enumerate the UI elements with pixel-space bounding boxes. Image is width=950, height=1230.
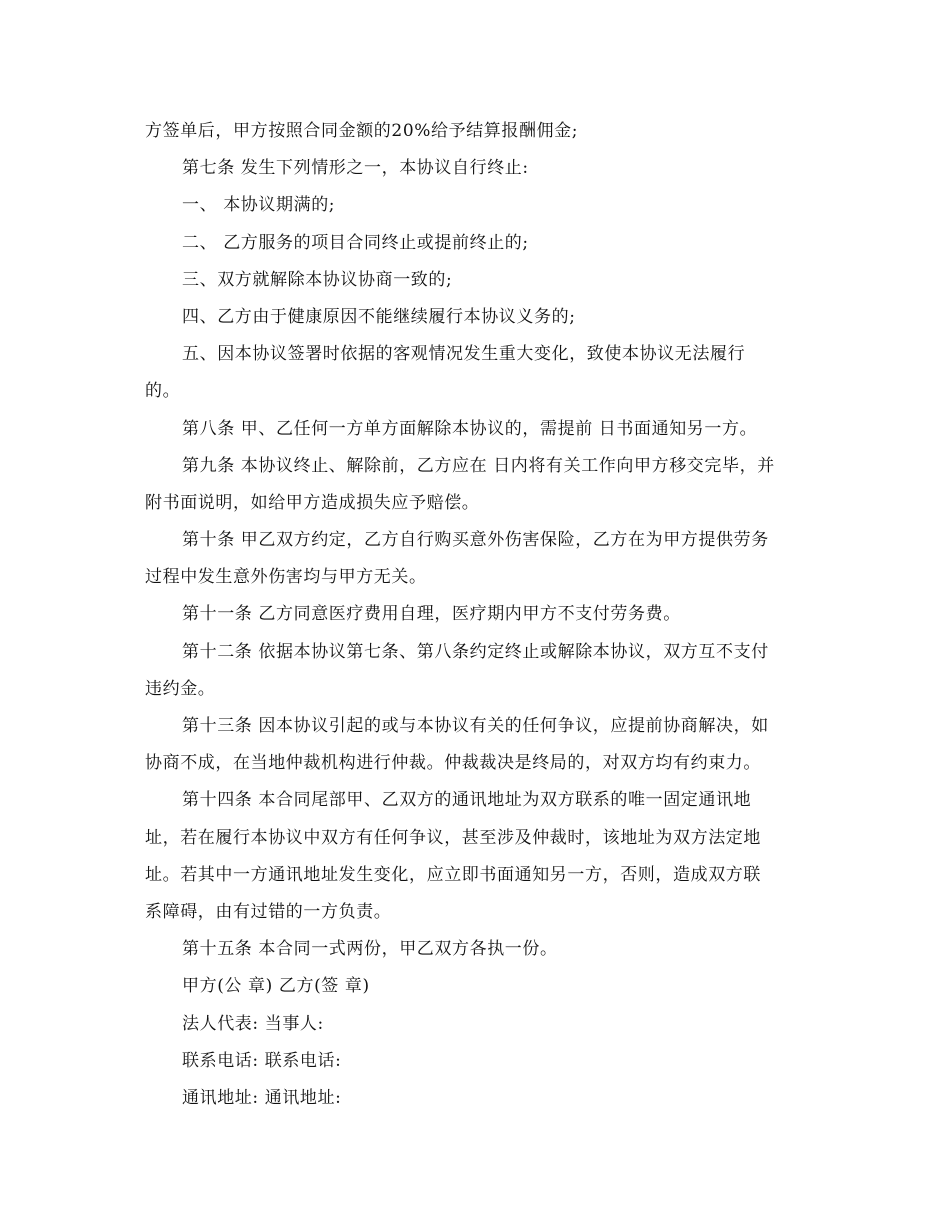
article-13: 第十三条 因本协议引起的或与本协议有关的任何争议，应提前协商解决，如 — [182, 716, 769, 736]
article-14: 第十四条 本合同尾部甲、乙双方的通讯地址为双方联系的唯一固定通讯地 — [182, 790, 752, 811]
signature-representative: 法人代表: 当事人: — [182, 1013, 324, 1034]
article-7-item-1: 一、 本协议期满的; — [182, 195, 336, 216]
article-7-item-3: 三、双方就解除本协议协商一致的; — [182, 269, 453, 290]
article-10-cont: 过程中发生意外伤害均与甲方无关。 — [145, 567, 427, 588]
article-9: 第九条 本协议终止、解除前，乙方应在 日内将有关工作向甲方移交完毕，并 — [182, 455, 775, 476]
document-body — [145, 113, 810, 1117]
article-7-item-5: 五、因本协议签署时依据的客观情况发生重大变化，致使本协议无法履行 — [182, 344, 746, 365]
article-7-item-4: 四、乙方由于健康原因不能继续履行本协议义务的; — [182, 306, 576, 327]
article-11: 第十一条 乙方同意医疗费用自理，医疗期内甲方不支付劳务费。 — [182, 604, 681, 625]
article-14-cont-1: 址，若在履行本协议中双方有任何争议，甚至涉及仲裁时，该地址为双方法定地 — [145, 827, 761, 848]
article-14-cont-3: 系障碍，由有过错的一方负责。 — [145, 901, 392, 922]
signature-address: 通讯地址: 通讯地址: — [182, 1087, 342, 1108]
article-7-heading: 第七条 发生下列情形之一，本协议自行终止: — [182, 158, 529, 179]
article-13-cont: 协商不成，在当地仲裁机构进行仲裁。仲裁裁决是终局的，对双方均有约束力。 — [145, 753, 761, 774]
article-12: 第十二条 依据本协议第七条、第八条约定终止或解除本协议，双方互不支付 — [182, 641, 769, 662]
article-7-item-2: 二、 乙方服务的项目合同终止或提前终止的; — [182, 232, 529, 253]
signature-phone: 联系电话: 联系电话: — [182, 1050, 342, 1071]
article-8: 第八条 甲、乙任何一方单方面解除本协议的，需提前 日书面通知另一方。 — [182, 418, 758, 439]
article-7-item-5-cont: 的。 — [145, 381, 181, 402]
article-15: 第十五条 本合同一式两份，甲乙双方各执一份。 — [182, 939, 558, 960]
article-14-cont-2: 址。若其中一方通讯地址发生变化，应立即书面通知另一方，否则，造成双方联 — [145, 864, 761, 885]
article-10: 第十条 甲乙双方约定，乙方自行购买意外伤害保险，乙方在为甲方提供劳务 — [182, 530, 769, 551]
text-line-continuation: 方签单后，甲方按照合同金额的20%给予结算报酬佣金; — [145, 121, 579, 141]
article-12-cont: 违约金。 — [145, 678, 216, 699]
article-9-cont: 附书面说明，如给甲方造成损失应予赔偿。 — [145, 492, 480, 513]
signature-parties: 甲方(公 章) 乙方(签 章) — [182, 976, 370, 997]
